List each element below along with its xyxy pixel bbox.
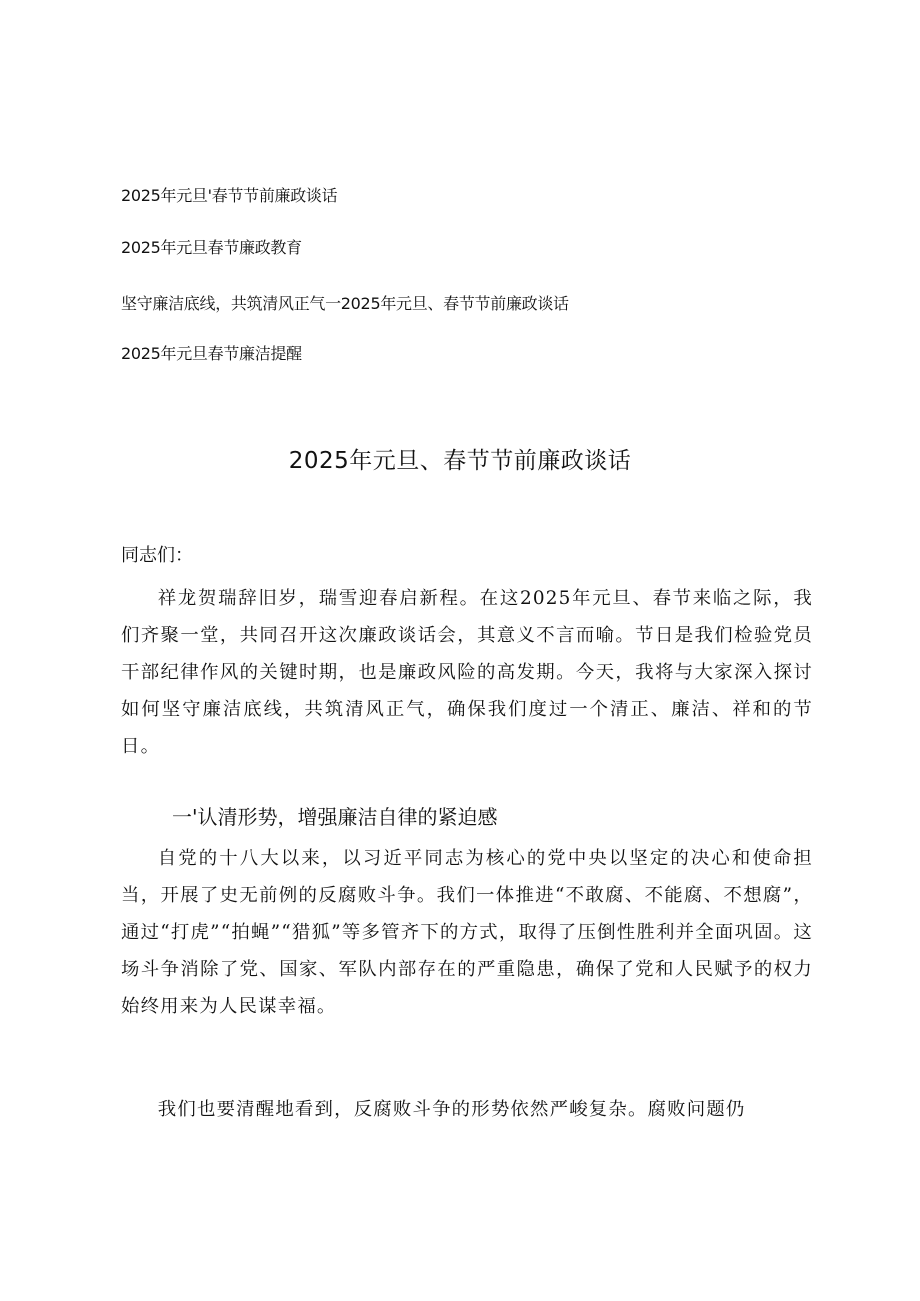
related-title-4: 2025年元旦春节廉洁提醒 (121, 344, 302, 363)
paragraph-section1-continued: 我们也要清醒地看到，反腐败斗争的形势依然严峻复杂。腐败问题仍 (157, 1099, 746, 1120)
related-title-1: 2025年元旦'春节节前廉政谈话 (121, 186, 338, 205)
paragraph-intro: 祥龙贺瑞辞旧岁，瑞雪迎春启新程。在这2025年元旦、春节来临之际，我们齐聚一堂，共同召开这次廉政谈话会，其意义不言而喻。节日是我们检验党员干部纪律作风的关键时期，也是廉政风险的高发期。今天，我将与大家深入探讨如何坚守廉洁底线，共筑清风正气，确保我们度过一个清正、廉洁、祥和的节日。 (121, 588, 813, 757)
section-heading-1: 一'认清形势，增强廉洁自律的紧迫感 (172, 805, 498, 829)
paragraph-section1: 自党的十八大以来，以习近平同志为核心的党中央以坚定的决心和使命担当，开展了史无前例的反腐败斗争。我们一体推进“不敢腐、不能腐、不想腐”，通过“打虎”“拍蝇”“猎狐”等多管齐下的方式，取得了压倒性胜利并全面巩固。这场斗争消除了党、国家、军队内部存在的严重隐患，确保了党和人民赋予的权力始终用来为人民谋幸福。 (121, 848, 813, 1017)
related-title-2: 2025年元旦春节廉政教育 (121, 238, 302, 257)
salutation: 同志们： (121, 545, 193, 566)
document-title: 2025年元旦、春节节前廉政谈话 (288, 448, 632, 474)
related-title-3: 坚守廉洁底线，共筑清风正气一2025年元旦、春节节前廉政谈话 (121, 294, 569, 313)
